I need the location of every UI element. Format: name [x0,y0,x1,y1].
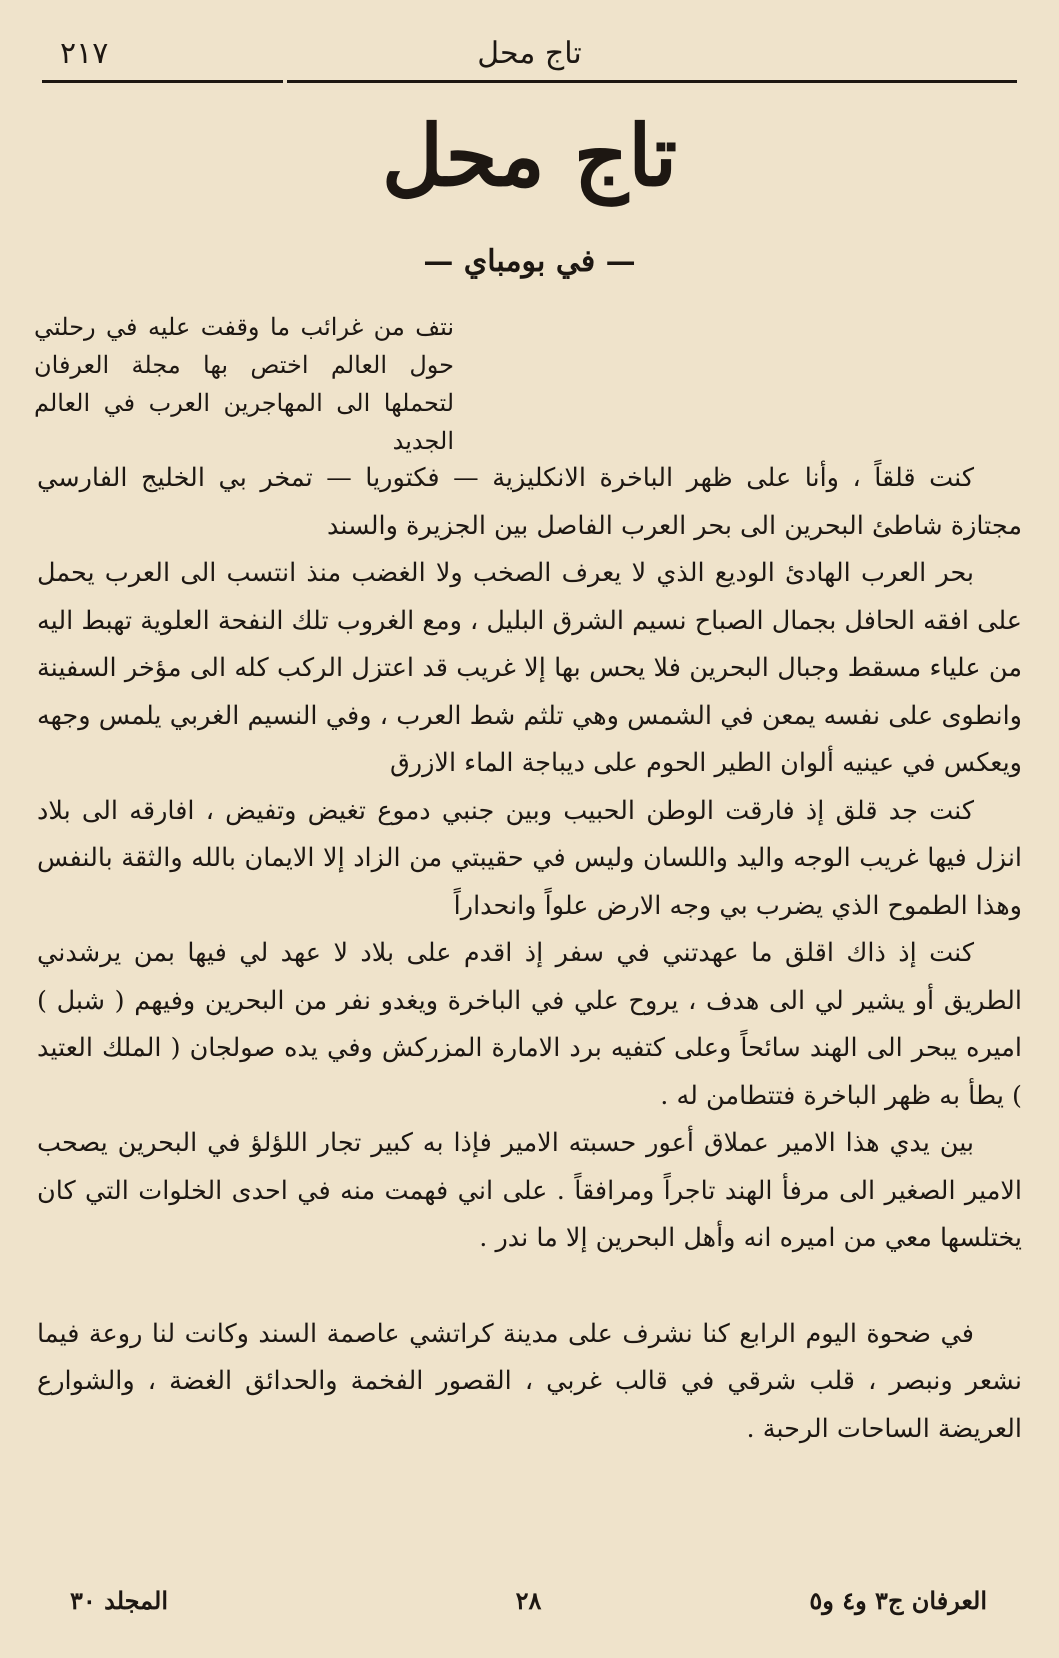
article-title: تاج محل [381,106,678,205]
page-number: ٢١٧ [60,36,109,71]
running-header [42,28,1017,80]
article-body [37,455,1022,1453]
paragraph: بحر العرب الهادئ الوديع الذي لا يعرف الصخب ولا الغضب منذ انتسب الى العرب يحمل على افقه الحافل بجمال الصباح نسيم الشرق البليل ، ومع الغروب تلك النفحة العلوية تهبط اليه من علياء مسقط وجبال البحرين فلا يحس بها إلا غريب قد اعتزل الركب كله الى مؤخر السفينة وانطوى على نفسه يمعن في الشمس وهي تلثم شط العرب ، وفي النسيم الغربي يلمس وجهه ويعكس في عينيه ألوان الطير الحوم على ديباجة الماء الازرق [37,558,1022,778]
running-title: تاج محل [477,36,582,71]
footer-volume: المجلد ٣٠ [70,1586,169,1615]
header-rule [42,80,1017,84]
intro-note: نتف من غرائب ما وقفت عليه في رحلتي حول العالم اختص بها مجلة العرفان لتحملها الى المهاجرين العرب في العالم الجديد [34,313,454,455]
paragraph: كنت إذ ذاك اقلق ما عهدتني في سفر إذ اقدم على بلاد لا عهد لي فيها بمن يرشدني الطريق أو يشير لي الى هدف ، يروح علي في الباخرة ويغدو نفر من البحرين وفيهم ( شبل ) اميره يبحر الى الهند سائحاً وعلى كتفيه برد الامارة المزركش وفي يده صولجان ( الملك العتيد ) يطأ به ظهر الباخرة فتتطامن له . [37,938,1022,1111]
paragraph: كنت قلقاً ، وأنا على ظهر الباخرة الانكليزية — فكتوريا — تمخر بي الخليج الفارسي مجتازة شاطئ البحرين الى بحر العرب الفاصل بين الجزيرة والسند [37,463,1022,541]
article-subtitle: — في بومباي — [423,244,636,279]
footer-page: ٢٨ [515,1586,542,1615]
footer-journal: العرفان ج٣ و٤ و٥ [809,1586,987,1615]
page-footer [70,1586,987,1622]
paragraph: بين يدي هذا الامير عملاق أعور حسبته الامير فإذا به كبير تجار اللؤلؤ في البحرين يصحب الامير الصغير الى مرفأ الهند تاجراً ومرافقاً . على اني فهمت منه في احدى الخلوات التي كان يختلسها معي من اميره انه وأهل البحرين إلا ما ندر . [37,1128,1022,1253]
paragraph: كنت جد قلق إذ فارقت الوطن الحبيب وبين جنبي دموع تغيض وتفيض ، افارقه الى بلاد انزل فيها غريب الوجه واليد واللسان وليس في حقيبتي من الزاد إلا الايمان بالله والثقة بالنفس وهذا الطموح الذي يضرب بي وجه الارض علواً وانحداراً [37,795,1022,921]
paragraph: في ضحوة اليوم الرابع كنا نشرف على مدينة كراتشي عاصمة السند وكانت لنا روعة فيما نشعر ونبصر ، قلب شرقي في قالب غربي ، القصور الفخمة والحدائق الغضة ، والشوارع العريضة الساحات الرحبة . [37,1318,1022,1444]
